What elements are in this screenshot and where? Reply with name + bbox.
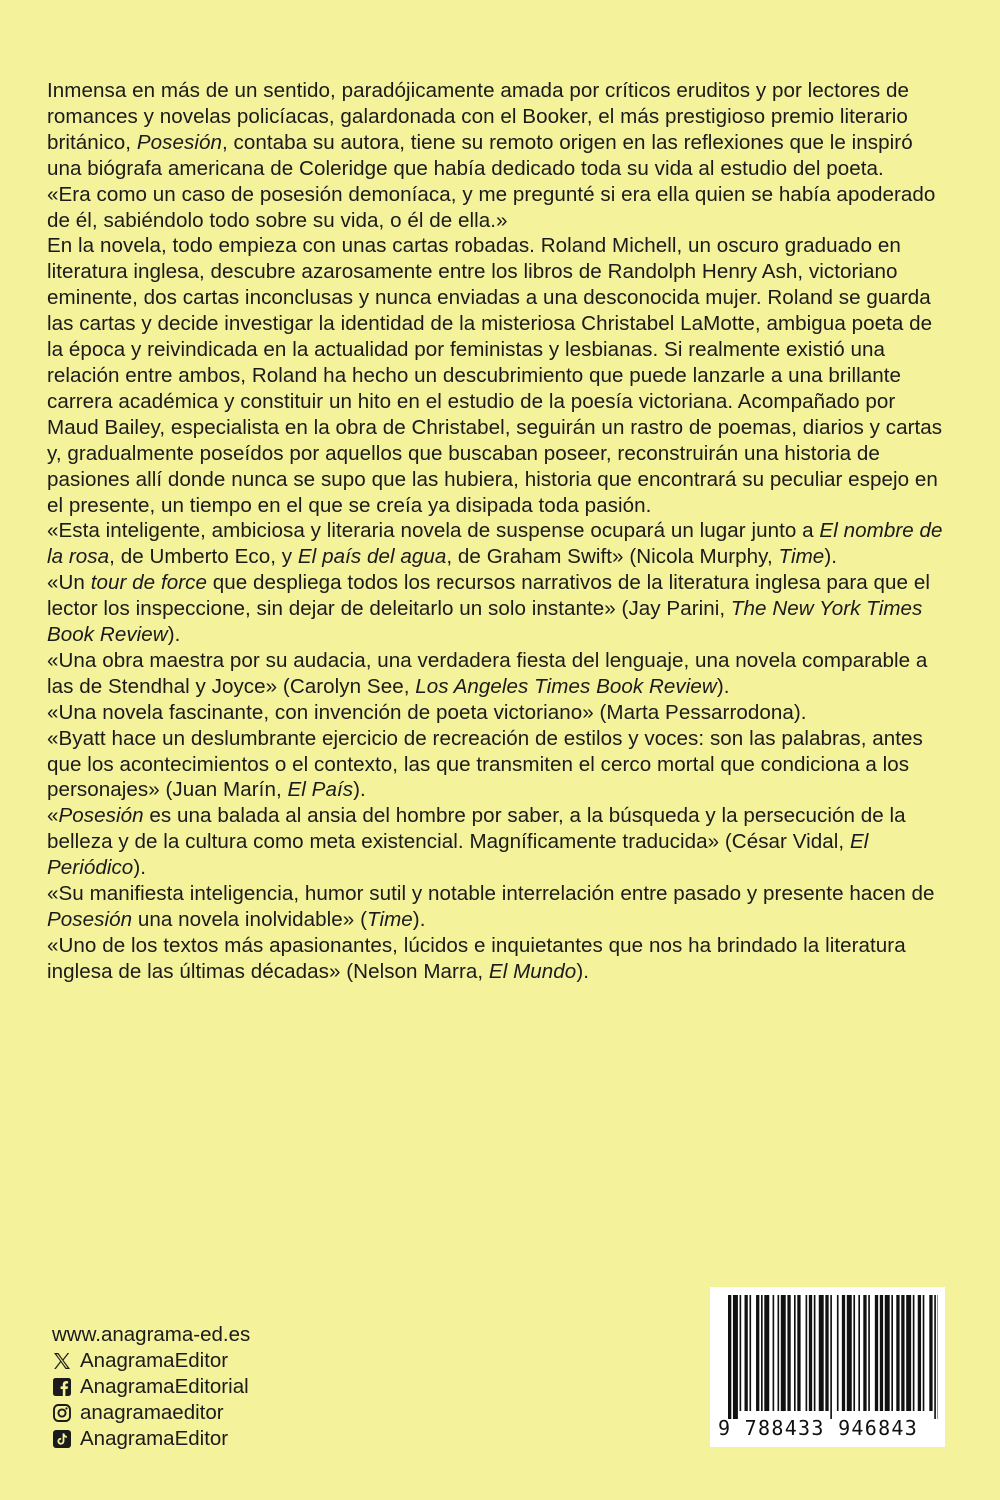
blurb-paragraph xyxy=(47,182,952,234)
italic-title: El Periódico xyxy=(47,830,869,880)
italic-title: Posesión xyxy=(136,130,222,154)
barcode-bar xyxy=(809,1295,812,1411)
text-run: «Esta inteligente, ambiciosa y literaria novela de suspense ocupará un lugar junto a xyxy=(47,519,820,543)
text-run: , contaba su autora, tiene su remoto origen en las reflexiones que le inspiró una biógrafa americana de Coleridge que había dedicado toda su vida al estudio del poeta. xyxy=(47,130,913,180)
barcode-bar xyxy=(906,1295,911,1411)
text-run: ). xyxy=(133,856,146,880)
text-run: que despliega todos los recursos narrativos de la literatura inglesa para que el lector los inspeccione, sin dejar de deleitarlo un solo instante» (Jay Parini, xyxy=(47,571,930,621)
text-run: «Era como un caso de posesión demoníaca, y me pregunté si era ella quien se había apoderado de él, sabiéndolo todo sobre su vida, o él de ella.» xyxy=(47,182,936,232)
blurb-paragraph xyxy=(47,933,952,985)
text-run: Inmensa en más de un sentido, paradójicamente amada por críticos eruditos y por lectores de romances y novelas policíacas, galardonada con el Booker, el más prestigioso premio literario británico, xyxy=(47,79,909,154)
barcode-bar xyxy=(825,1295,828,1411)
instagram-icon xyxy=(52,1403,72,1423)
blurb-paragraph xyxy=(47,700,952,726)
tiktok-icon xyxy=(52,1429,72,1449)
facebook-handle[interactable]: AnagramaEditorial xyxy=(80,1375,249,1398)
barcode-bar xyxy=(858,1295,860,1411)
text-run: ). xyxy=(576,959,589,983)
barcode-bar xyxy=(764,1295,769,1411)
text-run: «Un xyxy=(47,571,91,595)
barcode-bar xyxy=(756,1295,759,1411)
blurb-paragraph xyxy=(47,726,952,804)
barcode-bar xyxy=(749,1295,751,1411)
tiktok-row[interactable] xyxy=(52,1426,250,1452)
blurb-paragraph xyxy=(47,233,952,518)
text-run: «Uno de los textos más apasionantes, lúcidos e inquietantes que nos ha brindado la literatura inglesa de las últimas décadas» (Nelson Marra, xyxy=(47,933,906,983)
blurb-paragraph xyxy=(47,518,952,570)
back-cover-blurb xyxy=(47,78,952,985)
barcode-bar xyxy=(761,1295,763,1411)
blurb-paragraph xyxy=(47,881,952,933)
barcode-bar xyxy=(733,1295,738,1419)
isbn-number: 9 788433 946843 xyxy=(718,1416,919,1440)
barcode-bar xyxy=(875,1295,878,1411)
text-run: ). xyxy=(167,623,181,647)
text-run: «Una novela fascinante, con invención de poeta victoriano» (Marta Pessarrodona). xyxy=(47,700,807,724)
facebook-row[interactable] xyxy=(52,1374,250,1400)
barcode-bar xyxy=(745,1295,748,1411)
barcode-bar xyxy=(837,1295,839,1411)
website-link[interactable]: www.anagrama-ed.es xyxy=(52,1323,251,1346)
text-run: « xyxy=(47,804,59,828)
x-logo-icon xyxy=(52,1351,72,1371)
barcode-bar xyxy=(880,1295,883,1411)
barcode-bar xyxy=(781,1295,786,1411)
text-run: ). xyxy=(824,545,837,569)
text-run: «Byatt hace un deslumbrante ejercicio de recreación de estilos y voces: son las palabras, antes que los acontecimientos o el contexto, las que transmiten el cerco mortal que condiciona a los personajes» (Juan Marín, xyxy=(47,726,923,802)
barcode-bar xyxy=(778,1295,780,1411)
barcode-bar xyxy=(913,1295,915,1411)
italic-title: Los Angeles Times Book Review xyxy=(415,674,717,698)
barcode-bar xyxy=(891,1295,893,1411)
barcode-bar xyxy=(797,1295,800,1411)
text-run: una novela inolvidable» ( xyxy=(132,908,367,931)
blurb-paragraph xyxy=(47,570,952,648)
barcode-bar xyxy=(728,1295,731,1419)
text-run: ). xyxy=(412,908,426,931)
barcode-bar xyxy=(896,1295,899,1411)
barcode-bar xyxy=(806,1295,808,1411)
barcode-bar xyxy=(842,1295,845,1411)
blurb-paragraph xyxy=(47,803,952,881)
blurb-paragraph xyxy=(47,648,952,700)
italic-title: Time xyxy=(778,545,825,569)
italic-title: El país del agua xyxy=(297,545,447,569)
barcode-bar xyxy=(814,1295,816,1411)
barcode-bar xyxy=(934,1295,936,1419)
text-run: , de Umberto Eco, y xyxy=(109,545,298,569)
text-run: ). xyxy=(716,674,730,698)
barcode-bar xyxy=(918,1295,921,1411)
italic-title: El País xyxy=(287,778,354,802)
barcode-bar xyxy=(923,1295,925,1411)
italic-title: El nombre de la rosa xyxy=(47,519,943,569)
barcode-bar xyxy=(773,1295,775,1411)
facebook-icon xyxy=(52,1377,72,1397)
instagram-row[interactable] xyxy=(52,1400,250,1426)
barcode-bar xyxy=(885,1295,890,1411)
x-row[interactable] xyxy=(52,1348,250,1374)
barcode-bar xyxy=(847,1295,852,1411)
barcode-bar xyxy=(794,1295,796,1411)
italic-title: Time xyxy=(367,908,413,931)
text-run: En la novela, todo empieza con unas cartas robadas. Roland Michell, un oscuro graduado en literatura inglesa, descubre azarosamente entre los libros de Randolph Henry Ash, victoriano eminente, dos cartas inconclusas y nunca enviadas a una desconocida mujer. Roland se guarda las cartas y decide investigar la identidad de la misteriosa Christabel LaMotte, ambigua poeta de la época y reivindicada en la actualidad por feministas y lesbianas. Si realmente existió una relación entre ambos, Roland ha hecho un descubrimiento que puede lanzarle a una brillante carrera académica y constituir un hito en el estudio de la poesía victoriana. Acompañado por Maud Bailey, especialista en la obra de Christabel, seguirán un rastro de poemas, diarios y cartas y, gradualmente poseídos por aquellos que buscaban poseer, reconstruirán una historia de pasiones allí donde nunca se supo que las hubiera, historia que encontrará su peculiar espejo en el presente, un tiempo en el que se creía ya disipada toda pasión. xyxy=(47,234,943,517)
text-run: «Una obra maestra por su audacia, una verdadera fiesta del lenguaje, una novela comparable a las de Stendhal y Joyce» (Carolyn See, xyxy=(47,648,928,698)
text-run: ). xyxy=(353,778,366,802)
italic-title: The New York Times Book Review xyxy=(47,597,923,647)
tiktok-handle[interactable]: AnagramaEditor xyxy=(80,1427,229,1450)
barcode-bar xyxy=(740,1295,742,1411)
italic-title: Posesión xyxy=(58,804,144,828)
website-row[interactable] xyxy=(52,1322,250,1348)
barcode-bar xyxy=(853,1295,855,1411)
barcode-bar xyxy=(819,1295,824,1411)
publisher-links xyxy=(52,1322,250,1452)
text-run: «Su manifiesta inteligencia, humor sutil y notable interrelación entre pasado y presente hacen de xyxy=(47,882,935,906)
x-handle[interactable]: AnagramaEditor xyxy=(80,1349,229,1372)
isbn-barcode xyxy=(710,1287,945,1447)
italic-title: tour de force xyxy=(90,571,207,595)
barcode-bar xyxy=(868,1295,870,1411)
italic-title: El Mundo xyxy=(488,959,577,983)
text-run: , de Graham Swift» (Nicola Murphy, xyxy=(446,545,779,569)
barcode-bar xyxy=(929,1295,932,1411)
text-run: es una balada al ansia del hombre por saber, a la búsqueda y la persecución de la belleza y de la cultura como meta existencial. Magníficamente traducida» (César Vidal, xyxy=(47,804,906,854)
barcode-bar xyxy=(901,1295,904,1411)
blurb-paragraph xyxy=(47,78,952,182)
barcode-bar xyxy=(830,1295,832,1419)
instagram-handle[interactable]: anagramaeditor xyxy=(80,1401,224,1424)
barcode-bar xyxy=(787,1295,790,1411)
barcode-bar xyxy=(863,1295,866,1411)
italic-title: Posesión xyxy=(47,908,133,931)
